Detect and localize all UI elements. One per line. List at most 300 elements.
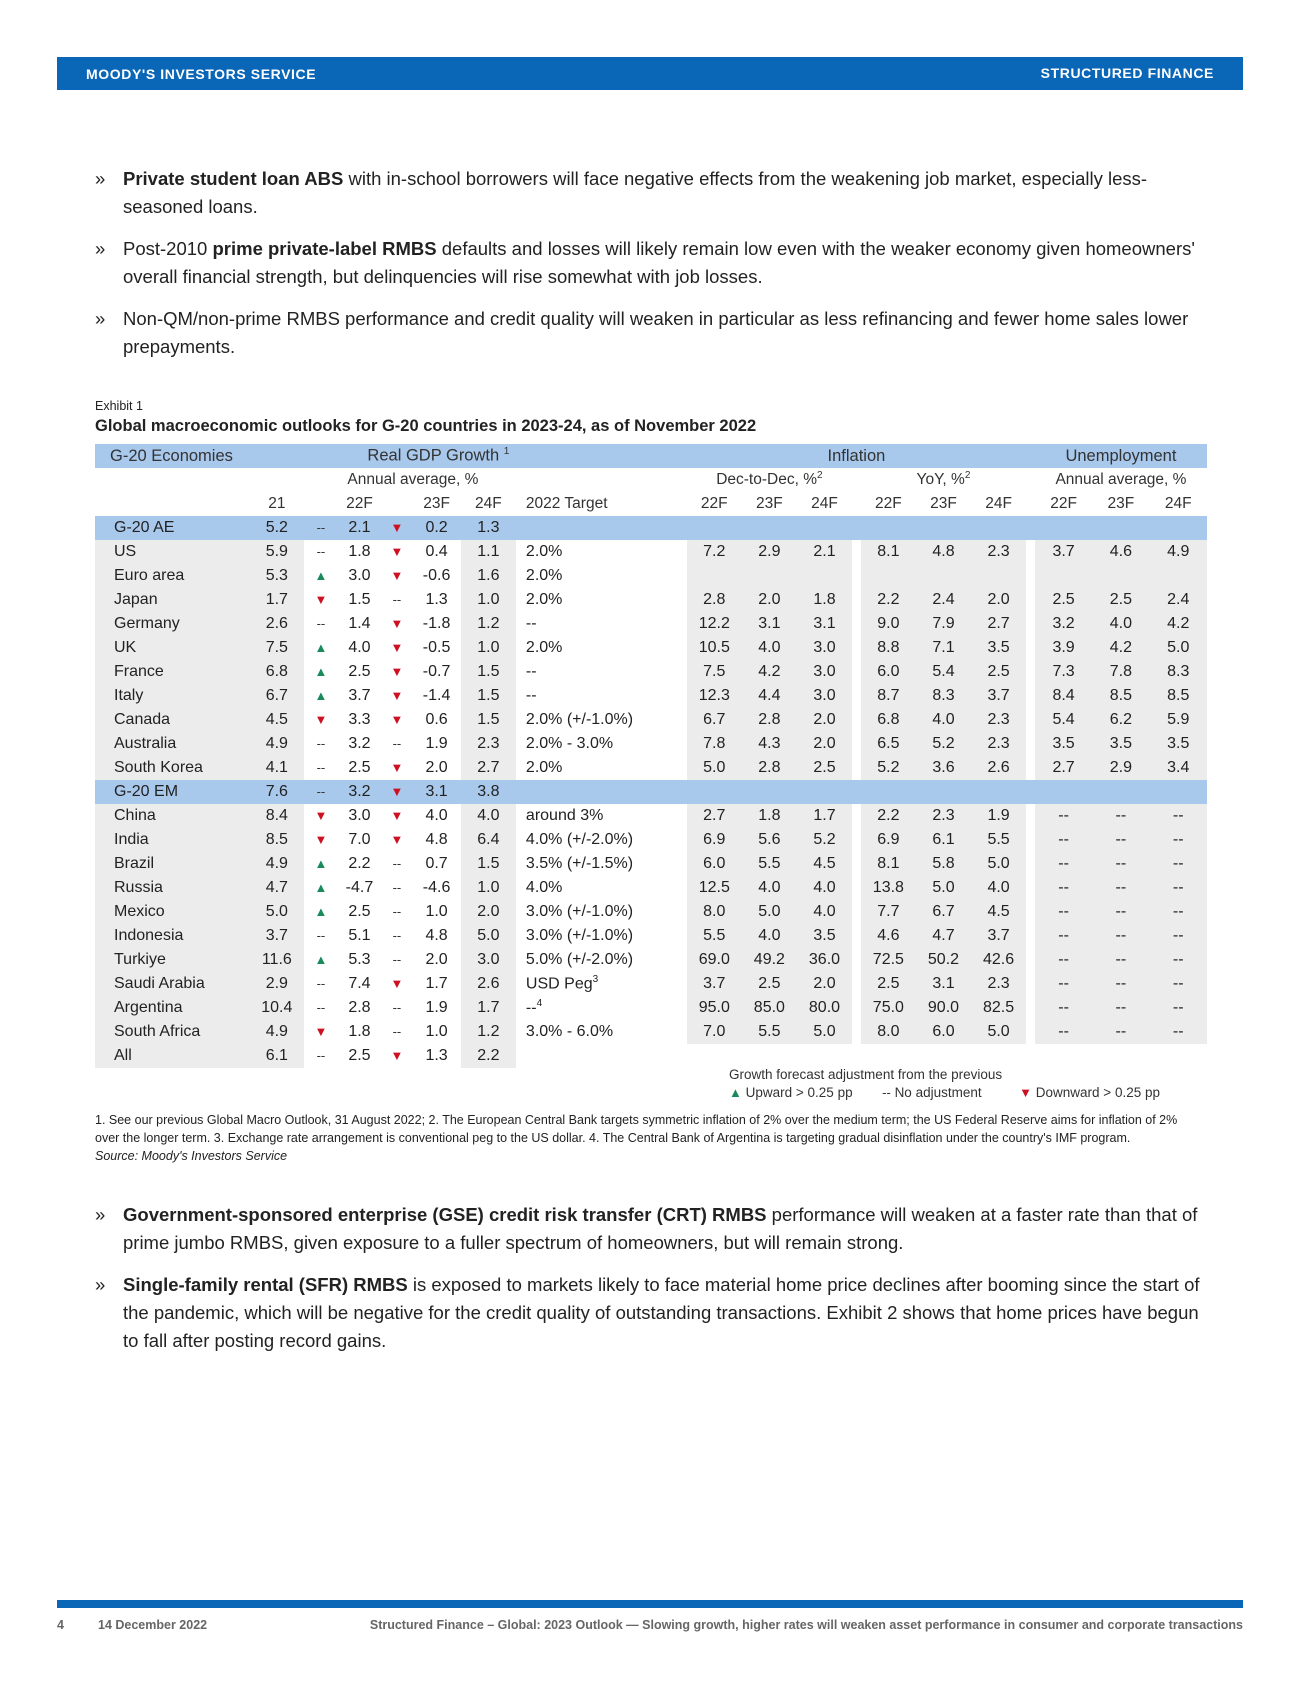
adj-22-cell bbox=[304, 780, 337, 804]
bullet-text: is exposed to markets likely to face material home price declines after booming since the start of the pandemic, which will be negative for the credit quality of outstanding transactions. Exhibit 2 shows that home prices have begun to fall after posting record gains. bbox=[123, 1274, 1200, 1351]
gdp-24f: 1.2 bbox=[461, 1020, 516, 1044]
country-name: Japan bbox=[95, 588, 249, 612]
table-row bbox=[95, 684, 1207, 708]
gdp-21: 4.7 bbox=[249, 876, 304, 900]
unemployment: -- bbox=[1092, 1020, 1149, 1044]
table-row bbox=[95, 804, 1207, 828]
target-cell bbox=[516, 852, 687, 876]
table-row bbox=[95, 756, 1207, 780]
gdp-21: 11.6 bbox=[249, 948, 304, 972]
inflation-yoy: 1.9 bbox=[971, 804, 1026, 828]
up-arrow-icon: ▲ bbox=[314, 664, 328, 679]
gdp-23f: 0.2 bbox=[412, 516, 460, 540]
gdp-23f: -0.6 bbox=[412, 564, 460, 588]
target-cell bbox=[516, 540, 687, 564]
inflation-yoy: 6.8 bbox=[861, 708, 916, 732]
bullet-mark-icon: » bbox=[95, 308, 106, 329]
gdp-24f: 1.6 bbox=[461, 564, 516, 588]
gdp-23f: 0.4 bbox=[412, 540, 460, 564]
gdp-23f: 1.0 bbox=[412, 900, 460, 924]
inflation-dec: 2.0 bbox=[742, 588, 797, 612]
gap bbox=[852, 636, 861, 660]
target-cell bbox=[516, 996, 687, 1020]
unemployment: -- bbox=[1092, 804, 1149, 828]
unemployment: 8.5 bbox=[1150, 684, 1207, 708]
source-note: Source: Moody's Investors Service bbox=[95, 1149, 288, 1163]
inflation-dec: 7.2 bbox=[687, 540, 742, 564]
inflation-dec: 12.2 bbox=[687, 612, 742, 636]
gdp-24f: 1.0 bbox=[461, 876, 516, 900]
target-cell bbox=[516, 612, 687, 636]
bullet-text: with in-school borrowers will face negative effects from the weakening job market, especially less-seasoned loans. bbox=[123, 168, 1148, 217]
no-change-icon: -- bbox=[316, 736, 326, 751]
gap bbox=[852, 612, 861, 636]
adj-22-cell bbox=[304, 756, 337, 780]
gdp-21: 6.8 bbox=[249, 660, 304, 684]
subheader-unemployment: Annual average, % bbox=[1055, 471, 1187, 488]
exhibit-title: Global macroeconomic outlooks for G-20 countries in 2023-24, as of November 2022 bbox=[95, 417, 757, 435]
down-arrow-icon: ▼ bbox=[314, 832, 328, 847]
target-footnote: 4 bbox=[536, 998, 543, 1010]
inflation-yoy: 2.0 bbox=[971, 588, 1026, 612]
inflation-dec: 2.5 bbox=[742, 972, 797, 996]
col-yoy-22f: 22F bbox=[875, 495, 902, 512]
adj-22-cell bbox=[304, 636, 337, 660]
unemployment: 3.7 bbox=[1035, 540, 1092, 564]
target-cell bbox=[516, 732, 687, 756]
inflation-dec: 5.0 bbox=[797, 1020, 852, 1044]
gdp-24f: 3.0 bbox=[461, 948, 516, 972]
unemployment: -- bbox=[1150, 900, 1207, 924]
macro-outlook-table bbox=[95, 444, 1207, 1068]
footer-title: Structured Finance – Global: 2023 Outlook — Slowing growth, higher rates will weaken asset performance in consumer and corporate transactions bbox=[369, 1618, 1243, 1632]
gap bbox=[852, 732, 861, 756]
unemployment: 4.0 bbox=[1092, 612, 1149, 636]
unemployment: -- bbox=[1150, 876, 1207, 900]
adj-22-cell bbox=[304, 948, 337, 972]
unemployment: 3.4 bbox=[1150, 756, 1207, 780]
adj-23-cell bbox=[382, 540, 413, 564]
gap bbox=[1026, 900, 1035, 924]
inflation-target: 3.0% (+/-1.0%) bbox=[525, 927, 634, 944]
col-inf-22f: 22F bbox=[700, 495, 728, 512]
down-arrow-icon: ▼ bbox=[390, 688, 404, 703]
gap bbox=[852, 924, 861, 948]
gdp-24f: 1.0 bbox=[461, 588, 516, 612]
gap bbox=[1026, 660, 1035, 684]
inflation-dec: 2.0 bbox=[797, 972, 852, 996]
legend bbox=[729, 1066, 1199, 1100]
no-change-icon: -- bbox=[392, 592, 402, 607]
gdp-23f: 0.7 bbox=[412, 852, 460, 876]
gap bbox=[852, 852, 861, 876]
down-arrow-icon: ▼ bbox=[390, 760, 404, 775]
gdp-22f: 3.0 bbox=[337, 564, 381, 588]
gdp-22f: 1.5 bbox=[337, 588, 381, 612]
header-gdp: Real GDP Growth $^1$ bbox=[337, 444, 686, 468]
inflation-yoy: 50.2 bbox=[916, 948, 971, 972]
legend-nc-icon: -- bbox=[882, 1085, 891, 1100]
table-column-row bbox=[95, 492, 1207, 516]
down-arrow-icon: ▼ bbox=[390, 520, 404, 535]
gdp-22f: 2.5 bbox=[337, 756, 381, 780]
inflation-target: 2.0% bbox=[525, 639, 563, 656]
inflation-dec: 5.0 bbox=[687, 756, 742, 780]
inflation-yoy: 4.5 bbox=[971, 900, 1026, 924]
no-change-icon: -- bbox=[392, 928, 402, 943]
country-name: All bbox=[95, 1044, 249, 1068]
adj-22-cell bbox=[304, 852, 337, 876]
unemployment: 4.2 bbox=[1092, 636, 1149, 660]
bullet-emphasis: Private student loan ABS bbox=[123, 168, 344, 189]
gdp-21: 8.4 bbox=[249, 804, 304, 828]
target-cell bbox=[516, 564, 687, 588]
gap bbox=[1026, 1020, 1035, 1044]
adj-22-cell bbox=[304, 540, 337, 564]
inflation-target: USD Peg bbox=[525, 975, 593, 993]
inflation-yoy: 3.7 bbox=[971, 924, 1026, 948]
inflation-dec: 3.0 bbox=[797, 684, 852, 708]
unemployment: 5.9 bbox=[1150, 708, 1207, 732]
col-yoy-24f: 24F bbox=[985, 495, 1012, 512]
gap bbox=[1026, 684, 1035, 708]
adj-23-cell bbox=[382, 804, 413, 828]
unemployment: -- bbox=[1150, 852, 1207, 876]
unemployment: 8.3 bbox=[1150, 660, 1207, 684]
unemployment: 8.4 bbox=[1035, 684, 1092, 708]
table-subheader-row bbox=[95, 468, 1207, 492]
gdp-24f: 2.7 bbox=[461, 756, 516, 780]
inflation-yoy: 5.5 bbox=[971, 828, 1026, 852]
table-row bbox=[95, 948, 1207, 972]
unemployment: -- bbox=[1092, 972, 1149, 996]
target-cell bbox=[516, 708, 687, 732]
gdp-23f: -1.8 bbox=[412, 612, 460, 636]
inflation-dec: 4.5 bbox=[797, 852, 852, 876]
inflation-yoy: 4.0 bbox=[971, 876, 1026, 900]
adj-22-cell bbox=[304, 612, 337, 636]
inflation-yoy bbox=[861, 564, 916, 588]
inflation-yoy: 2.4 bbox=[916, 588, 971, 612]
inflation-yoy: 6.9 bbox=[861, 828, 916, 852]
no-change-icon: -- bbox=[316, 544, 326, 559]
down-arrow-icon: ▼ bbox=[390, 1048, 404, 1063]
no-change-icon: -- bbox=[392, 904, 402, 919]
inflation-dec: 2.1 bbox=[797, 540, 852, 564]
inflation-dec: 85.0 bbox=[742, 996, 797, 1020]
unemployment: -- bbox=[1092, 852, 1149, 876]
adj-22-cell bbox=[304, 660, 337, 684]
inflation-yoy: 13.8 bbox=[861, 876, 916, 900]
gdp-21: 7.6 bbox=[249, 780, 304, 804]
gdp-22f: 1.4 bbox=[337, 612, 381, 636]
gdp-22f: 3.0 bbox=[337, 804, 381, 828]
gap bbox=[1026, 996, 1035, 1020]
col-inf-24f: 24F bbox=[811, 495, 838, 512]
col-inf-23f: 23F bbox=[756, 495, 783, 512]
gdp-21: 4.1 bbox=[249, 756, 304, 780]
inflation-yoy: 6.0 bbox=[861, 660, 916, 684]
gdp-23f: 1.0 bbox=[412, 1020, 460, 1044]
inflation-dec: 2.9 bbox=[742, 540, 797, 564]
inflation-yoy: 8.3 bbox=[916, 684, 971, 708]
inflation-yoy: 2.5 bbox=[971, 660, 1026, 684]
gdp-24f: 1.5 bbox=[461, 852, 516, 876]
down-arrow-icon: ▼ bbox=[390, 832, 404, 847]
publisher-name: MOODY'S INVESTORS SERVICE bbox=[86, 66, 317, 82]
inflation-yoy: 3.1 bbox=[916, 972, 971, 996]
gap bbox=[852, 684, 861, 708]
inflation-yoy: 72.5 bbox=[861, 948, 916, 972]
country-name: India bbox=[95, 828, 249, 852]
inflation-target: 4.0% bbox=[525, 879, 563, 896]
unemployment: 8.5 bbox=[1092, 684, 1149, 708]
gdp-23f: 4.0 bbox=[412, 804, 460, 828]
bullet-text: Non-QM/non-prime RMBS performance and credit quality will weaken in particular as less refinancing and fewer home sales lower prepayments. bbox=[123, 308, 1189, 357]
adj-23-cell bbox=[382, 756, 413, 780]
unemployment: -- bbox=[1150, 828, 1207, 852]
gdp-24f: 6.4 bbox=[461, 828, 516, 852]
unemployment: -- bbox=[1035, 924, 1092, 948]
gdp-24f: 1.0 bbox=[461, 636, 516, 660]
legend-up-label: Upward > 0.25 pp bbox=[745, 1085, 853, 1100]
country-name: Turkiye bbox=[95, 948, 249, 972]
bullet-emphasis: Single-family rental (SFR) RMBS bbox=[123, 1274, 408, 1295]
inflation-dec: 5.0 bbox=[742, 900, 797, 924]
inflation-yoy: 8.8 bbox=[861, 636, 916, 660]
inflation-dec: 2.0 bbox=[797, 708, 852, 732]
country-name: Mexico bbox=[95, 900, 249, 924]
target-cell bbox=[516, 1020, 687, 1044]
col-unemp-23f: 23F bbox=[1107, 495, 1135, 512]
inflation-dec bbox=[742, 564, 797, 588]
gap bbox=[852, 564, 861, 588]
inflation-dec: 2.8 bbox=[687, 588, 742, 612]
inflation-dec: 4.0 bbox=[797, 900, 852, 924]
inflation-yoy: 2.2 bbox=[861, 588, 916, 612]
gdp-21: 1.7 bbox=[249, 588, 304, 612]
adj-22-cell bbox=[304, 900, 337, 924]
unemployment: 2.5 bbox=[1092, 588, 1149, 612]
inflation-target: -- bbox=[525, 615, 537, 632]
gap bbox=[852, 540, 861, 564]
gap bbox=[852, 972, 861, 996]
header-bar bbox=[57, 57, 1243, 90]
adj-23-cell bbox=[382, 660, 413, 684]
unemployment: -- bbox=[1150, 948, 1207, 972]
header-unemployment: Unemployment bbox=[1035, 444, 1207, 468]
bullet-mark-icon: » bbox=[95, 238, 106, 259]
inflation-dec: 2.8 bbox=[742, 756, 797, 780]
inflation-yoy: 4.7 bbox=[916, 924, 971, 948]
table-header-row bbox=[95, 444, 1207, 468]
gap bbox=[1026, 756, 1035, 780]
down-arrow-icon: ▼ bbox=[314, 808, 328, 823]
inflation-dec: 12.3 bbox=[687, 684, 742, 708]
down-arrow-icon: ▼ bbox=[390, 976, 404, 991]
unemployment: -- bbox=[1035, 948, 1092, 972]
target-cell bbox=[516, 876, 687, 900]
gdp-22f: 2.5 bbox=[337, 900, 381, 924]
page-number: 4 bbox=[57, 1618, 64, 1632]
unemployment: 2.5 bbox=[1035, 588, 1092, 612]
gdp-22f: 3.3 bbox=[337, 708, 381, 732]
inflation-dec: 12.5 bbox=[687, 876, 742, 900]
inflation-target: 2.0% bbox=[525, 543, 563, 560]
col-target: 2022 Target bbox=[525, 495, 608, 512]
unemployment bbox=[1150, 564, 1207, 588]
inflation-target: 2.0% bbox=[525, 759, 563, 776]
adj-22-cell bbox=[304, 996, 337, 1020]
inflation-dec: 80.0 bbox=[797, 996, 852, 1020]
table-row bbox=[95, 636, 1207, 660]
gdp-24f: 1.3 bbox=[461, 516, 516, 540]
unemployment: -- bbox=[1150, 924, 1207, 948]
bullet-emphasis: Government-sponsored enterprise (GSE) credit risk transfer (CRT) RMBS bbox=[123, 1204, 767, 1225]
unemployment: 2.7 bbox=[1035, 756, 1092, 780]
gdp-24f: 4.0 bbox=[461, 804, 516, 828]
unemployment: 7.8 bbox=[1092, 660, 1149, 684]
inflation-dec: 6.7 bbox=[687, 708, 742, 732]
inflation-dec: 4.2 bbox=[742, 660, 797, 684]
gdp-23f: 0.6 bbox=[412, 708, 460, 732]
no-change-icon: -- bbox=[316, 760, 326, 775]
target-cell bbox=[516, 756, 687, 780]
inflation-yoy: 42.6 bbox=[971, 948, 1026, 972]
inflation-yoy: 6.7 bbox=[916, 900, 971, 924]
up-arrow-icon: ▲ bbox=[314, 904, 328, 919]
adj-23-cell bbox=[382, 684, 413, 708]
bullet-emphasis: prime private-label RMBS bbox=[212, 238, 437, 259]
down-arrow-icon: ▼ bbox=[314, 712, 328, 727]
adj-22-cell bbox=[304, 588, 337, 612]
unemployment: 3.2 bbox=[1035, 612, 1092, 636]
unemployment: -- bbox=[1092, 996, 1149, 1020]
country-name: Euro area bbox=[95, 564, 249, 588]
gdp-23f: 1.3 bbox=[412, 588, 460, 612]
inflation-dec: 1.8 bbox=[797, 588, 852, 612]
adj-22-cell bbox=[304, 732, 337, 756]
inflation-yoy: 75.0 bbox=[861, 996, 916, 1020]
gdp-22f: 2.5 bbox=[337, 1044, 381, 1068]
inflation-dec: 5.5 bbox=[742, 852, 797, 876]
country-name: Saudi Arabia bbox=[95, 972, 249, 996]
no-change-icon: -- bbox=[316, 976, 326, 991]
inflation-target: 4.0% (+/-2.0%) bbox=[525, 831, 634, 848]
gdp-23f: -0.5 bbox=[412, 636, 460, 660]
inflation-dec: 2.5 bbox=[797, 756, 852, 780]
inflation-dec: 6.9 bbox=[687, 828, 742, 852]
inflation-yoy: 8.0 bbox=[861, 1020, 916, 1044]
gdp-22f: 3.2 bbox=[337, 732, 381, 756]
bullet-top-2 bbox=[95, 305, 1205, 361]
target-cell bbox=[516, 828, 687, 852]
country-name: China bbox=[95, 804, 249, 828]
inflation-yoy: 2.3 bbox=[971, 540, 1026, 564]
inflation-yoy: 7.7 bbox=[861, 900, 916, 924]
unemployment: -- bbox=[1035, 1020, 1092, 1044]
gdp-22f: 1.8 bbox=[337, 1020, 381, 1044]
gdp-21: 4.9 bbox=[249, 732, 304, 756]
gdp-22f: 5.1 bbox=[337, 924, 381, 948]
no-change-icon: -- bbox=[316, 520, 326, 535]
inflation-yoy: 2.3 bbox=[971, 732, 1026, 756]
adj-23-cell bbox=[382, 564, 413, 588]
target-cell bbox=[516, 660, 687, 684]
gdp-23f: 4.8 bbox=[412, 828, 460, 852]
footer-bar bbox=[57, 1600, 1243, 1608]
inflation-yoy: 2.6 bbox=[971, 756, 1026, 780]
gap bbox=[1026, 924, 1035, 948]
unemployment: 3.5 bbox=[1035, 732, 1092, 756]
adj-22-cell bbox=[304, 1020, 337, 1044]
unemployment: -- bbox=[1092, 924, 1149, 948]
gdp-24f: 1.7 bbox=[461, 996, 516, 1020]
inflation-target: 3.0% - 6.0% bbox=[525, 1023, 614, 1040]
no-change-icon: -- bbox=[316, 784, 326, 799]
gdp-21: 2.9 bbox=[249, 972, 304, 996]
gap bbox=[1026, 732, 1035, 756]
gap bbox=[1026, 876, 1035, 900]
unemployment: 3.9 bbox=[1035, 636, 1092, 660]
gdp-24f: 2.3 bbox=[461, 732, 516, 756]
bullet-top-0 bbox=[95, 165, 1205, 221]
gdp-23f: 1.7 bbox=[412, 972, 460, 996]
inflation-dec: 1.8 bbox=[742, 804, 797, 828]
gap bbox=[852, 828, 861, 852]
gap bbox=[852, 1020, 861, 1044]
bullet-mark-icon: » bbox=[95, 1274, 106, 1295]
bullet-mark-icon: » bbox=[95, 1204, 106, 1225]
inflation-yoy: 5.0 bbox=[971, 1020, 1026, 1044]
adj-23-cell bbox=[382, 996, 413, 1020]
table-row bbox=[95, 612, 1207, 636]
unemployment: 5.4 bbox=[1035, 708, 1092, 732]
unemployment: -- bbox=[1092, 828, 1149, 852]
inflation-dec: 2.7 bbox=[687, 804, 742, 828]
inflation-dec: 5.5 bbox=[742, 1020, 797, 1044]
adj-23-cell bbox=[382, 1044, 413, 1068]
target-cell bbox=[516, 804, 687, 828]
down-arrow-icon: ▼ bbox=[390, 712, 404, 727]
inflation-dec: 5.5 bbox=[687, 924, 742, 948]
inflation-dec: 4.0 bbox=[797, 876, 852, 900]
exhibit-label: Exhibit 1 bbox=[95, 399, 143, 413]
subheader-dec-to-dec: Dec-to-Dec, %$^2$ bbox=[716, 470, 823, 489]
inflation-yoy: 6.5 bbox=[861, 732, 916, 756]
no-change-icon: -- bbox=[316, 1000, 326, 1015]
up-arrow-icon: ▲ bbox=[314, 688, 328, 703]
inflation-yoy: 7.1 bbox=[916, 636, 971, 660]
inflation-yoy: 7.9 bbox=[916, 612, 971, 636]
empty-cell bbox=[516, 1044, 1207, 1068]
gdp-24f: 2.2 bbox=[461, 1044, 516, 1068]
gdp-21: 4.9 bbox=[249, 1020, 304, 1044]
inflation-dec: 7.8 bbox=[687, 732, 742, 756]
gdp-23f: 2.0 bbox=[412, 948, 460, 972]
unemployment: -- bbox=[1150, 996, 1207, 1020]
gdp-21: 3.7 bbox=[249, 924, 304, 948]
bullet-text: defaults and losses will likely remain low even with the weaker economy given homeowners' overall financial strength, but delinquencies will rise somewhat with job losses. bbox=[123, 238, 1195, 287]
col-23f: 23F bbox=[423, 495, 450, 512]
adj-23-cell bbox=[382, 780, 413, 804]
country-name: G-20 EM bbox=[95, 780, 249, 804]
gdp-21: 7.5 bbox=[249, 636, 304, 660]
inflation-dec: 7.0 bbox=[687, 1020, 742, 1044]
gdp-22f: 7.0 bbox=[337, 828, 381, 852]
inflation-yoy: 5.4 bbox=[916, 660, 971, 684]
inflation-target: around 3% bbox=[525, 807, 604, 824]
